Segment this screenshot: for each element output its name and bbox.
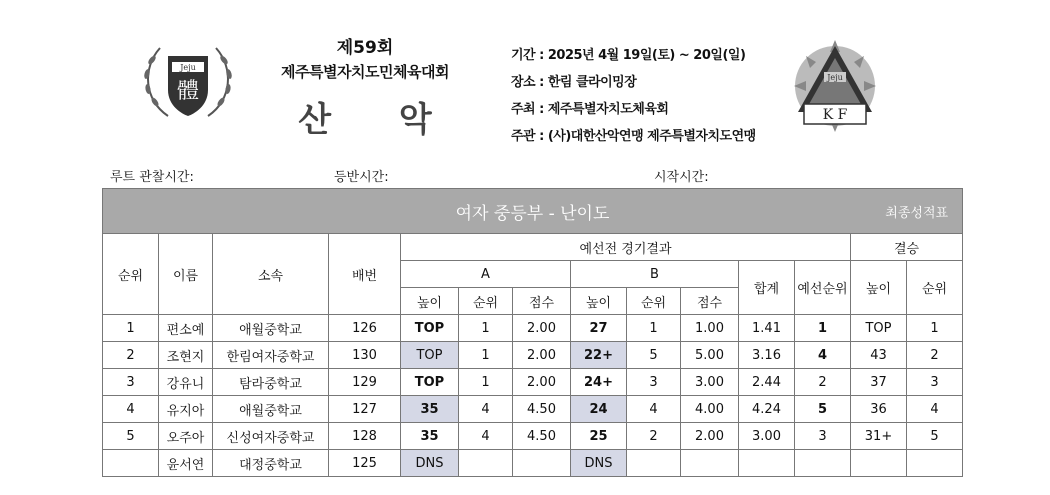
cell-b-height: 27	[571, 315, 627, 342]
cell-a-score: 2.00	[513, 369, 571, 396]
cell-b-score: 2.00	[681, 423, 739, 450]
cell-a-height: TOP	[401, 342, 459, 369]
cell-final-rank: 2	[907, 342, 963, 369]
cell-bib: 128	[329, 423, 401, 450]
cell-final-height: TOP	[851, 315, 907, 342]
cell-final-height: 31+	[851, 423, 907, 450]
cell-b-rank: 5	[627, 342, 681, 369]
cell-name: 강유니	[159, 369, 213, 396]
cell-name: 조현지	[159, 342, 213, 369]
table-row	[103, 423, 963, 450]
cell-final-height	[851, 450, 907, 477]
cell-b-height: 25	[571, 423, 627, 450]
cell-b-height: 24	[571, 396, 627, 423]
cell-b-height: DNS	[571, 450, 627, 477]
start-time: 시작시간:	[654, 170, 709, 185]
cell-rank: 3	[103, 369, 159, 396]
cell-a-score: 4.50	[513, 423, 571, 450]
table-row	[103, 315, 963, 342]
svg-text:體: 體	[176, 79, 200, 104]
col-rank: 순위	[103, 234, 159, 315]
mountaineering-federation-emblem	[790, 36, 880, 136]
col-final-height: 높이	[851, 261, 907, 315]
cell-final-rank: 4	[907, 396, 963, 423]
cell-a-height: 35	[401, 396, 459, 423]
cell-final-height: 37	[851, 369, 907, 396]
cell-rank: 2	[103, 342, 159, 369]
cell-prelim-rank: 5	[795, 396, 851, 423]
host-text: 주최 : 제주특별자치도체육회	[511, 102, 669, 117]
table-row	[103, 342, 963, 369]
col-bib: 배번	[329, 234, 401, 315]
cell-total: 3.16	[739, 342, 795, 369]
cell-a-rank: 4	[459, 423, 513, 450]
col-final: 결승	[851, 234, 963, 261]
cell-b-height: 24+	[571, 369, 627, 396]
cell-a-height: DNS	[401, 450, 459, 477]
table-subtitle: 최종성적표	[885, 206, 949, 221]
table-title: 여자 중등부 - 난이도	[455, 203, 610, 224]
col-prelim-rank: 예선순위	[795, 261, 851, 315]
cell-b-rank: 2	[627, 423, 681, 450]
cell-a-height: 35	[401, 423, 459, 450]
cell-affil: 애월중학교	[213, 315, 329, 342]
cell-b-height: 22+	[571, 342, 627, 369]
cell-name: 오주아	[159, 423, 213, 450]
col-total: 합계	[739, 261, 795, 315]
cell-a-score: 2.00	[513, 342, 571, 369]
sport-title: 산 악	[298, 100, 460, 140]
cell-b-score: 5.00	[681, 342, 739, 369]
col-name: 이름	[159, 234, 213, 315]
cell-bib: 125	[329, 450, 401, 477]
cell-final-rank: 5	[907, 423, 963, 450]
cell-a-height: TOP	[401, 315, 459, 342]
col-final-rank: 순위	[907, 261, 963, 315]
cell-final-height: 36	[851, 396, 907, 423]
cell-prelim-rank: 3	[795, 423, 851, 450]
cell-affil: 한림여자중학교	[213, 342, 329, 369]
cell-a-rank: 1	[459, 369, 513, 396]
cell-rank: 1	[103, 315, 159, 342]
cell-b-score: 1.00	[681, 315, 739, 342]
event-info	[511, 42, 756, 150]
cell-b-score: 3.00	[681, 369, 739, 396]
cell-a-height: TOP	[401, 369, 459, 396]
table-row	[103, 396, 963, 423]
sports-council-emblem	[138, 38, 238, 122]
svg-text:Jeju: Jeju	[827, 73, 843, 82]
venue-text: 장소 : 한림 클라이밍장	[511, 75, 637, 90]
results-table	[102, 188, 963, 477]
col-a-score: 점수	[513, 288, 571, 315]
cell-a-rank: 1	[459, 342, 513, 369]
col-prelim: 예선전 경기결과	[401, 234, 851, 261]
meet-title: 제주특별자치도민체육대회	[281, 63, 449, 81]
cell-name: 윤서연	[159, 450, 213, 477]
col-a-height: 높이	[401, 288, 459, 315]
cell-a-rank: 4	[459, 396, 513, 423]
cell-b-rank: 3	[627, 369, 681, 396]
cell-prelim-rank: 4	[795, 342, 851, 369]
cell-a-rank	[459, 450, 513, 477]
period-text: 기간 : 2025년 4월 19일(토) ~ 20일(일)	[511, 48, 746, 63]
col-b-height: 높이	[571, 288, 627, 315]
cell-total: 4.24	[739, 396, 795, 423]
cell-final-height: 43	[851, 342, 907, 369]
table-banner	[103, 189, 963, 234]
cell-b-rank: 4	[627, 396, 681, 423]
cell-total: 3.00	[739, 423, 795, 450]
cell-a-score: 4.50	[513, 396, 571, 423]
cell-final-rank: 3	[907, 369, 963, 396]
cell-final-rank: 1	[907, 315, 963, 342]
edition-label: 제59회	[336, 38, 394, 58]
cell-bib: 126	[329, 315, 401, 342]
col-b-rank: 순위	[627, 288, 681, 315]
cell-total	[739, 450, 795, 477]
cell-name: 편소예	[159, 315, 213, 342]
cell-bib: 129	[329, 369, 401, 396]
cell-b-rank	[627, 450, 681, 477]
cell-affil: 탐라중학교	[213, 369, 329, 396]
header-row-1	[103, 234, 963, 261]
organizer-text: 주관 : (사)대한산악연맹 제주특별자치도연맹	[511, 129, 756, 144]
cell-prelim-rank: 1	[795, 315, 851, 342]
cell-a-rank: 1	[459, 315, 513, 342]
cell-bib: 130	[329, 342, 401, 369]
cell-affil: 애월중학교	[213, 396, 329, 423]
cell-b-rank: 1	[627, 315, 681, 342]
cell-prelim-rank: 2	[795, 369, 851, 396]
cell-a-score: 2.00	[513, 315, 571, 342]
cell-affil: 신성여자중학교	[213, 423, 329, 450]
cell-bib: 127	[329, 396, 401, 423]
svg-text:Jeju: Jeju	[180, 63, 196, 72]
cell-b-score	[681, 450, 739, 477]
kf-letters: K F	[822, 107, 848, 123]
cell-total: 2.44	[739, 369, 795, 396]
cell-rank: 4	[103, 396, 159, 423]
cell-a-score	[513, 450, 571, 477]
cell-rank	[103, 450, 159, 477]
col-b-score: 점수	[681, 288, 739, 315]
cell-b-score: 4.00	[681, 396, 739, 423]
cell-rank: 5	[103, 423, 159, 450]
col-route-b: B	[571, 261, 739, 288]
cell-total: 1.41	[739, 315, 795, 342]
climb-time: 등반시간:	[334, 170, 389, 185]
table-row	[103, 369, 963, 396]
table-row	[103, 450, 963, 477]
col-a-rank: 순위	[459, 288, 513, 315]
col-affil: 소속	[213, 234, 329, 315]
cell-affil: 대정중학교	[213, 450, 329, 477]
route-observation-time: 루트 관찰시간:	[110, 170, 194, 185]
cell-name: 유지아	[159, 396, 213, 423]
cell-prelim-rank	[795, 450, 851, 477]
col-route-a: A	[401, 261, 571, 288]
cell-final-rank	[907, 450, 963, 477]
